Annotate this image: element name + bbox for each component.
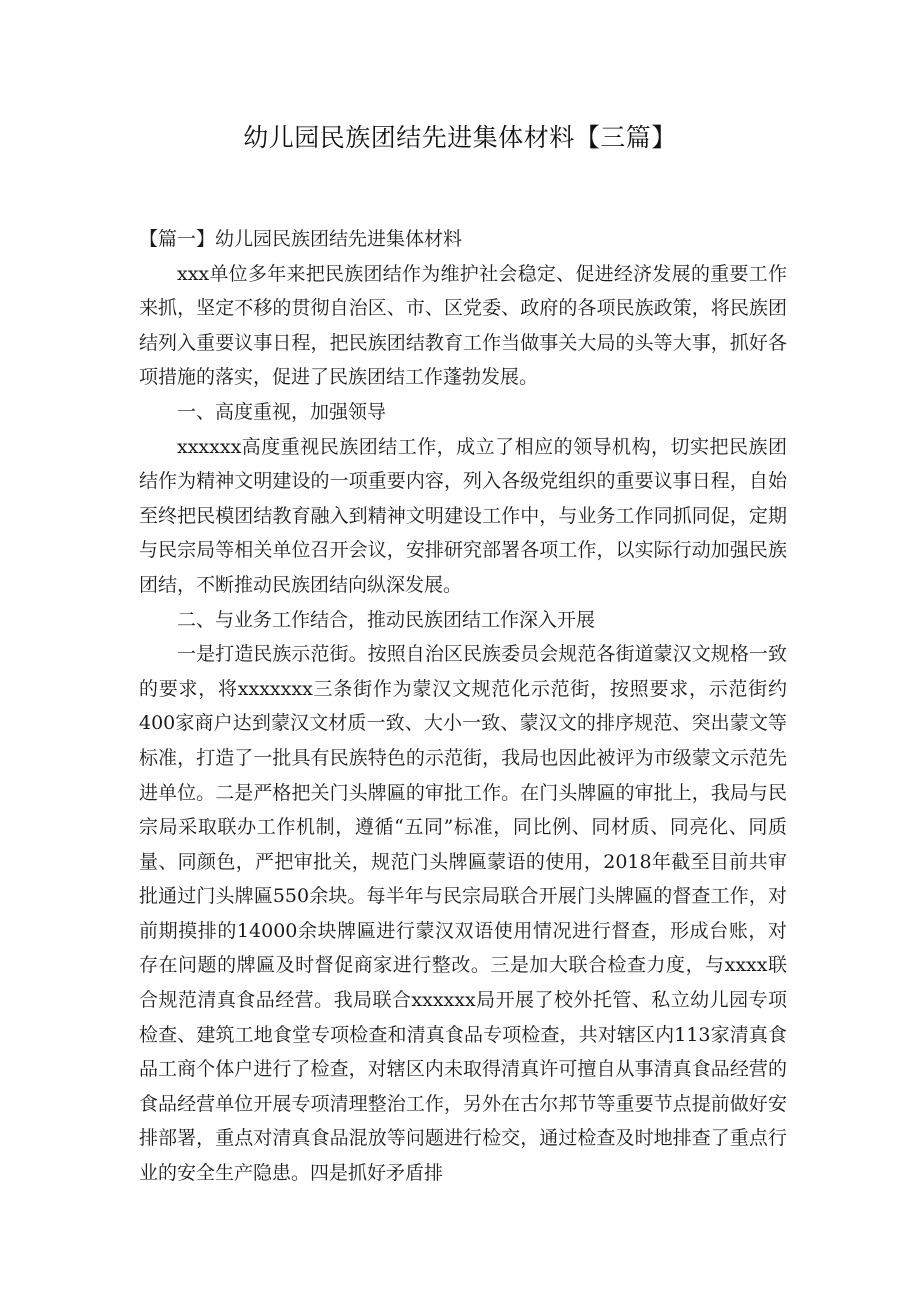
- document-title: 幼儿园民族团结先进集体材料【三篇】: [243, 123, 677, 152]
- paragraph-intro: xxx单位多年来把民族团结作为维护社会稳定、促进经济发展的重要工作来抓，坚定不移的贯彻自治区、市、区党委、政府的各项民族政策，将民族团结列入重要议事日程，把民族团结教育工作当做事关大局的头等大事，抓好各项措施的落实，促进了民族团结工作蓬勃发展。: [139, 262, 787, 389]
- subheading-leadership: 一、高度重视，加强领导: [177, 400, 387, 423]
- section-heading: 【篇一】幼儿园民族团结先进集体材料: [139, 228, 463, 250]
- subheading-business-integration: 二、与业务工作结合，推动民族团结工作深入开展: [177, 608, 596, 631]
- paragraph-leadership: xxxxxx高度重视民族团结工作，成立了相应的领导机构，切实把民族团结作为精神文明建设的一项重要内容，列入各级党组织的重要议事日程，自始至终把民模团结教育融入到精神文明建设工作中，与业务工作同抓同促，定期与民宗局等相关单位召开会议，安排研究部署各项工作，以实际行动加强民族团结，不断推动民族团结向纵深发展。: [139, 435, 787, 596]
- paragraph-business-integration: 一是打造民族示范街。按照自治区民族委员会规范各街道蒙汉文规格一致的要求，将xxxxxxx三条街作为蒙汉文规范化示范街，按照要求，示范街约400家商户达到蒙汉文材质一致、大小一致、蒙汉文的排序规范、突出蒙文等标准，打造了一批具有民族特色的示范街，我局也因此被评为市级蒙文示范先进单位。二是严格把关门头牌匾的审批工作。在门头牌匾的审批上，我局与民宗局采取联办工作机制，遵循“五同”标准，同比例、同材质、同亮化、同质量、同颜色，严把审批关，规范门头牌匾蒙语的使用，2018年截至目前共审批通过门头牌匾550余块。每半年与民宗局联合开展门头牌匾的督查工作，对前期摸排的14000余块牌匾进行蒙汉双语使用情况进行督查，形成台账，对存在问题的牌匾及时督促商家进行整改。三是加大联合检查力度，与xxxx联合规范清真食品经营。我局联合xxxxxx局开展了校外托管、私立幼儿园专项检查、建筑工地食堂专项检查和清真食品专项检查，共对辖区内113家清真食品工商个体户进行了检查，对辖区内未取得清真许可擅自从事清真食品经营的食品经营单位开展专项清理整治工作，另外在古尔邦节等重要节点提前做好安排部署，重点对清真食品混放等问题进行检交，通过检查及时地排查了重点行业的安全生产隐患。四是抓好矛盾排: [139, 643, 787, 1185]
- document-body: [139, 222, 787, 1191]
